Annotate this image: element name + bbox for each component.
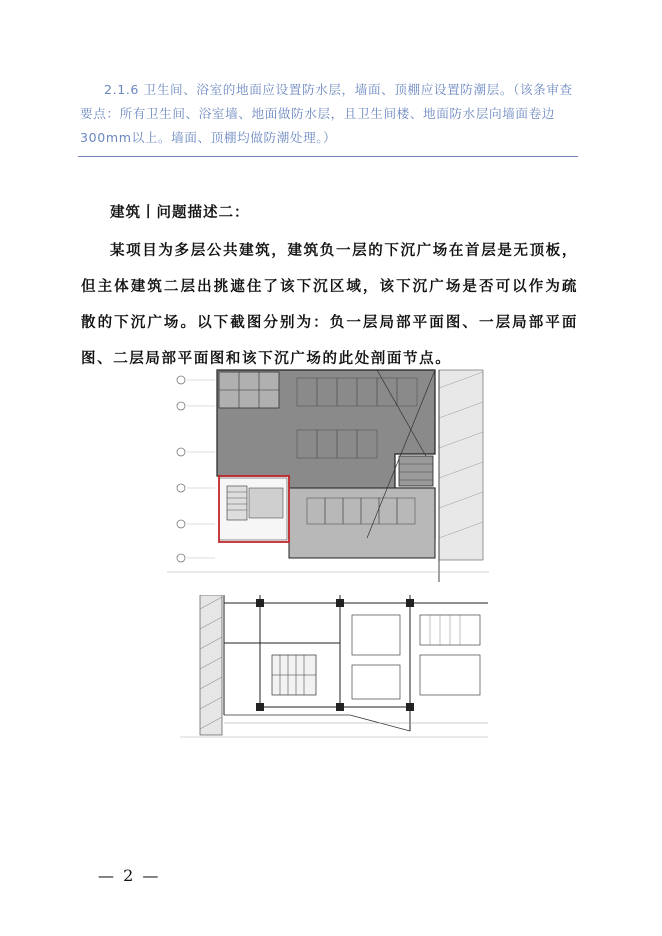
basement-floor-plan-image (167, 368, 489, 582)
section-title: 建筑丨问题描述二： (110, 205, 250, 221)
code-rule-paragraph: 2.1.6 卫生间、浴室的地面应设置防水层，墙面、顶棚应设置防潮层。（该条审查要点：所有卫生间、浴室墙、地面做防水层，且卫生间楼、地面防水层向墙面卷边300mm以上。墙面、顶棚均做防潮处理。） (80, 82, 573, 145)
problem-description: 某项目为多层公共建筑，建筑负一层的下沉广场在首层是无顶板，但主体建筑二层出挑遮住了该下沉区域，该下沉广场是否可以作为疏散的下沉广场。以下截图分别为：负一层局部平面图、一层局部平面图、二层局部平面图和该下沉广场的此处剖面节点。 (81, 243, 578, 367)
page-number: — 2 — (98, 866, 161, 885)
section-divider (78, 156, 578, 157)
first-floor-plan-image (180, 595, 488, 741)
